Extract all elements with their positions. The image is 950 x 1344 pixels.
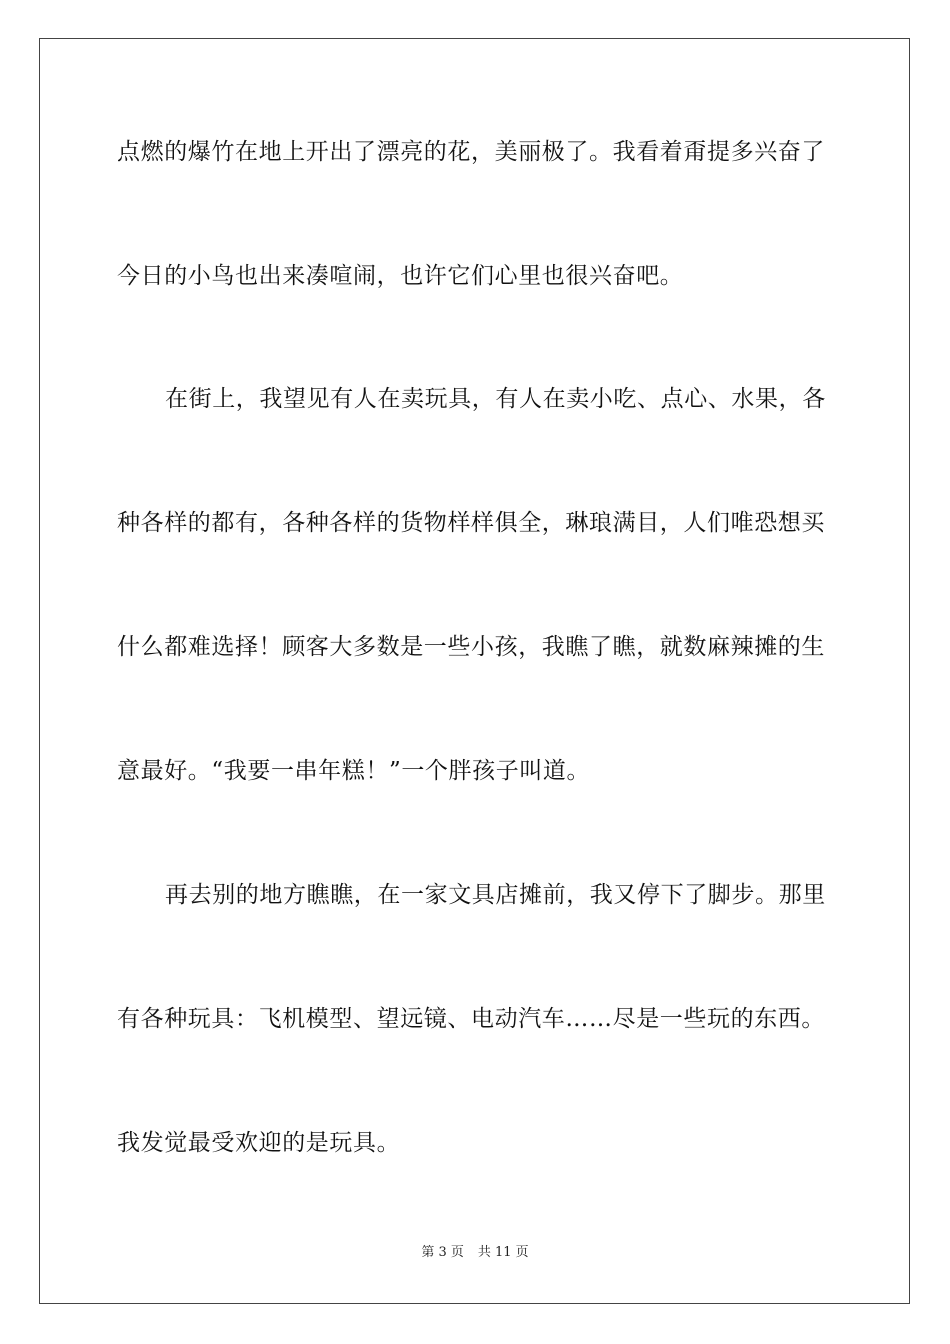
paragraph-line: 点燃的爆竹在地上开出了漂亮的花，美丽极了。我看着甭提多兴奋了: [117, 139, 825, 165]
page-footer: [0, 1244, 950, 1262]
paragraph-line: 意最好。“我要一串年糕！”一个胖孩子叫道。: [117, 758, 591, 784]
paragraph-line: 种各样的都有，各种各样的货物样样俱全，琳琅满目，人们唯恐想买: [117, 510, 825, 536]
paragraph-line: 再去别的地方瞧瞧，在一家文具店摊前，我又停下了脚步。那里: [165, 882, 826, 908]
total-pages: 共 11 页: [477, 1245, 529, 1260]
paragraph-line: 今日的小鸟也出来凑喧闹，也许它们心里也很兴奋吧。: [117, 263, 684, 289]
paragraph-line: 有各种玩具：飞机模型、望远镜、电动汽车……尽是一些玩的东西。: [117, 1006, 825, 1032]
paragraph-line: 我发觉最受欢迎的是玩具。: [117, 1130, 401, 1156]
paragraph-line: 什么都难选择！顾客大多数是一些小孩，我瞧了瞧，就数麻辣摊的生: [117, 634, 825, 660]
page-number: 第 3 页: [421, 1245, 464, 1260]
paragraph-line: 在街上，我望见有人在卖玩具，有人在卖小吃、点心、水果，各: [165, 386, 826, 412]
page-border: [39, 38, 910, 1304]
